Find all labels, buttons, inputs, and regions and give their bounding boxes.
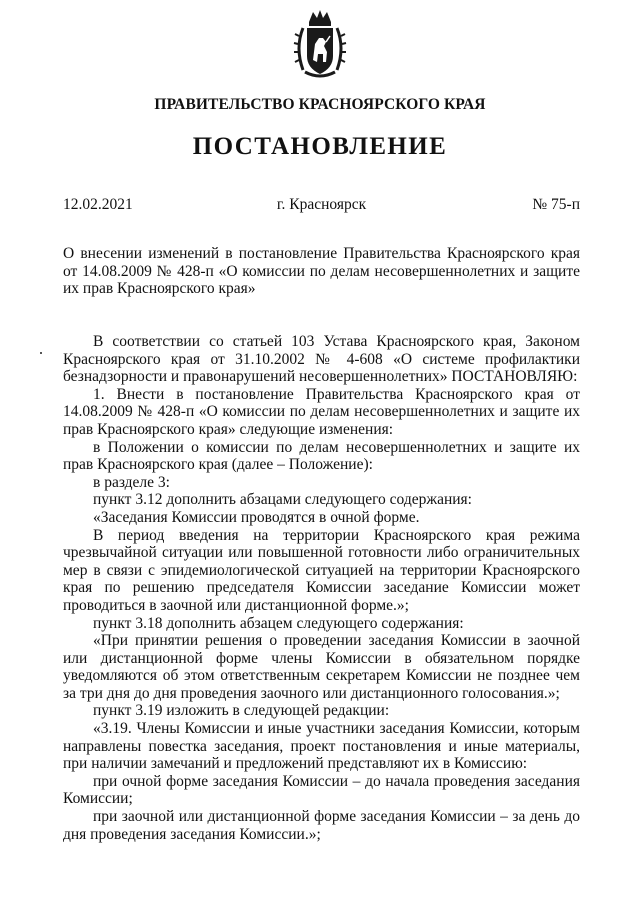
document-subject: О внесении изменений в постановление Правительства Красноярского края от 14.08.2009 № 428-п «О комиссии по делам несовершеннолетних и защите их прав Красноярского края» [63, 245, 580, 297]
body-paragraph: «3.19. Члены Комиссии и иные участники заседания Комиссии, которым направлены повестка заседания, проект постановления и иные материалы, при наличии замечаний и предложений представляют их в Комиссию: [63, 720, 580, 773]
body-paragraph: пункт 3.18 дополнить абзацем следующего содержания: [93, 614, 464, 632]
document-type-title: ПОСТАНОВЛЕНИЕ [192, 133, 448, 160]
body-paragraph: «Заседания Комиссии проводятся в очной форме. [93, 508, 420, 526]
krasnoyarsk-coat-of-arms-icon [293, 8, 347, 80]
government-name: ПРАВИТЕЛЬСТВО КРАСНОЯРСКОГО КРАЯ [154, 96, 486, 113]
document-body [63, 333, 580, 843]
body-paragraph: при заочной или дистанционной форме заседания Комиссии – за день до дня проведения заседания Комиссии.»; [63, 808, 580, 843]
document-number: № 75-п [532, 196, 580, 213]
body-paragraph: В соответствии со статьей 103 Устава Красноярского края, Законом Красноярского края от 31.10.2002 № 4-608 «О системе профилактики безнадзорности и правонарушений несовершеннолетних» ПОСТАНОВЛЯЮ: [63, 333, 580, 386]
body-paragraph: в разделе 3: [93, 473, 170, 491]
body-paragraph: в Положении о комиссии по делам несовершеннолетних и защите их прав Красноярского края (далее – Положение): [63, 438, 580, 474]
body-paragraph: пункт 3.19 изложить в следующей редакции: [93, 702, 390, 720]
body-paragraph: при очной форме заседания Комиссии – до начала проведения заседания Комиссии; [63, 772, 580, 808]
body-paragraph: пункт 3.12 дополнить абзацами следующего содержания: [93, 491, 472, 509]
body-paragraph: «При принятии решения о проведении заседания Комиссии в заочной или дистанционной форме члены Комиссии в обязательном порядке уведомляются об этом ответственным секретарем Комиссии не позднее чем за три дня до дня проведения заочного или дистанционного голосования.»; [63, 632, 580, 702]
document-city: г. Красноярск [276, 196, 367, 213]
document-date: 12.02.2021 [63, 196, 133, 213]
body-paragraph: 1. Внести в постановление Правительства Красноярского края от 14.08.2009 № 428-п «О комиссии по делам несовершеннолетних и защите их прав Красноярского края» следующие изменения: [63, 385, 580, 438]
scan-dot [40, 352, 42, 354]
body-paragraph: В период введения на территории Красноярского края режима чрезвычайной ситуации или повышенной готовности либо ограничительных мер в связи с эпидемиологической ситуацией на территории Красноярского края по решению председателя Комиссии заседание Комиссии может проводиться в заочной или дистанционной форме.»; [63, 526, 580, 614]
